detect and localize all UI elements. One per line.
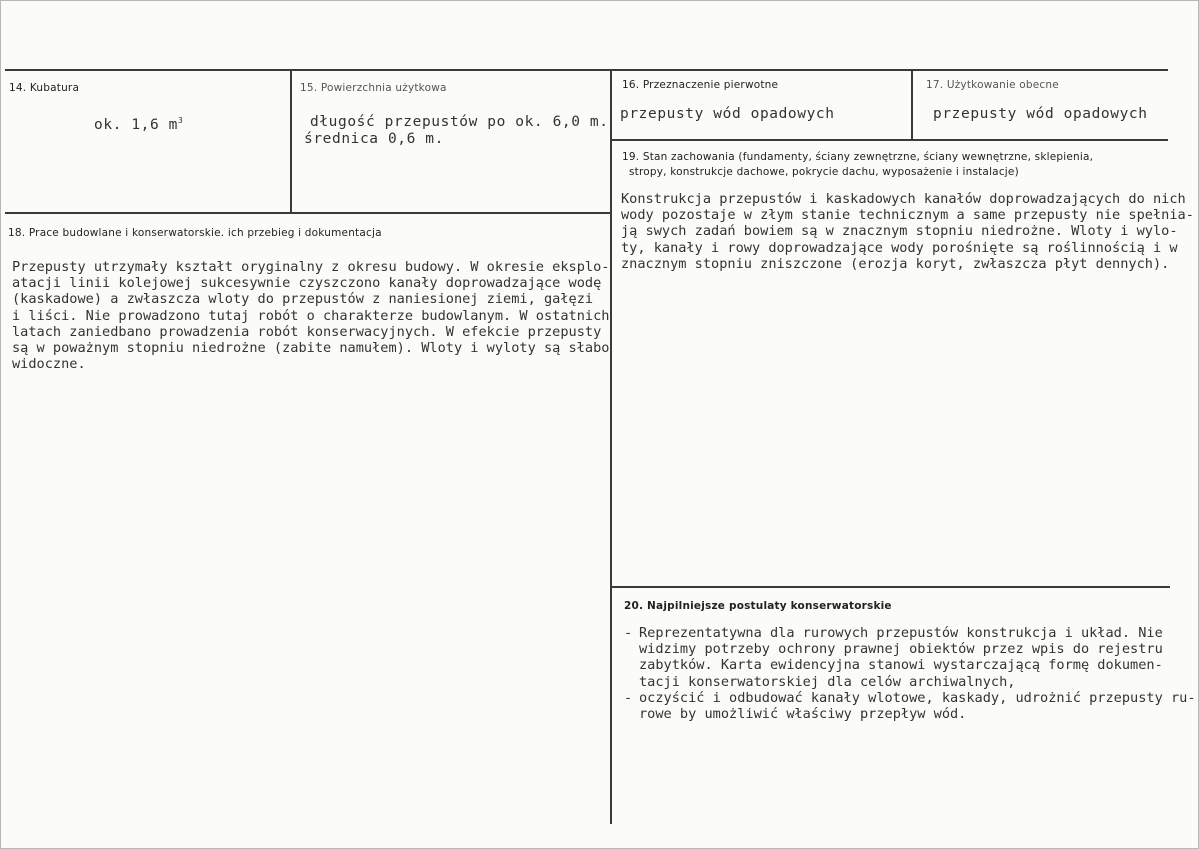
field-19-line: ją swych zadań bowiem są w znacznym stopniu niedrożne. Wloty i wylo- [621, 223, 1178, 240]
field-18-line: i liści. Nie prowadzono tutaj robót o charakterze budowlanym. W ostatnich [12, 307, 610, 324]
field-17-label: 17. Użytkowanie obecne [926, 79, 1059, 91]
field-19-line: znacznym stopniu zniszczone (erozja koryt, zwłaszcza płyt dennych). [621, 255, 1170, 272]
field-18-line: latach zaniedbano prowadzenia robót konserwacyjnych. W efekcie przepusty [12, 323, 602, 340]
field-15-line-1: długość przepustów po ok. 6,0 m. [310, 114, 609, 130]
field-19-label [622, 150, 1162, 180]
divider-16-17 [911, 69, 913, 141]
field-16-label: 16. Przeznaczenie pierwotne [622, 79, 779, 91]
field-19-label-line-2: stropy, konstrukcje dachowe, pokrycie dachu, wyposażenie i instalacje) [629, 166, 1019, 178]
field-14-value: ok. 1,6 $m^3$ [94, 116, 184, 133]
divider-left-right [610, 69, 612, 824]
field-19-line: ty, kanały i rowy doprowadzające wody porośnięte są roślinnością i w [621, 239, 1178, 256]
field-17-value: przepusty wód opadowych [933, 106, 1148, 122]
list-item-line: zabytków. Karta ewidencyjna stanowi wystarczającą formę dokumen- [639, 657, 1163, 674]
rule-under-16-17 [611, 139, 1168, 141]
list-item-line: widzimy potrzeby ochrony prawnej obiektów przez wpis do rejestru [639, 641, 1163, 658]
field-16-value: przepusty wód opadowych [620, 106, 835, 122]
field-19-line: Konstrukcja przepustów i kaskadowych kanałów doprowadzających do nich [621, 191, 1186, 207]
top-rule [5, 69, 1168, 71]
field-15-label: 15. Powierzchnia użytkowa [300, 82, 447, 94]
list-item [624, 690, 1196, 722]
field-15-line-2: średnica 0,6 m. [304, 131, 444, 147]
field-14-label: 14. Kubatura [9, 82, 80, 94]
list-item-line: tacji konserwatorskiej dla celów archiwalnych, [639, 673, 1016, 690]
list-item-line: Reprezentatywna dla rurowych przepustów konstrukcja i układ. Nie [639, 625, 1163, 641]
field-18-line: są w poważnym stopniu niedrożne (zabite namułem). Wloty i wyloty są słabo [12, 340, 610, 357]
field-18-label: 18. Prace budowlane i konserwatorskie. ich przebieg i dokumentacja [8, 227, 382, 239]
field-18-line: (kaskadowe) a zwłaszcza wloty do przepustów z naniesionej ziemi, gałęzi [12, 291, 594, 308]
list-item-line: rowe by umożliwić właściwy przepływ wód. [639, 706, 967, 723]
field-19-text [621, 191, 1194, 272]
list-item [624, 625, 1196, 690]
dash-bullet: - [624, 689, 633, 706]
divider-14-15 [290, 69, 292, 214]
dash-bullet: - [624, 625, 633, 641]
field-19-line: wody pozostaje w złym stanie technicznym a same przepusty nie spełnia- [621, 207, 1194, 224]
field-18-line: Przepusty utrzymały kształt oryginalny z okresu budowy. W okresie eksplo- [12, 259, 610, 275]
field-20-label: 20. Najpilniejsze postulaty konserwatorskie [624, 600, 892, 612]
unit-superscript: 3 [177, 116, 184, 126]
field-18-text [12, 259, 609, 372]
field-19-label-line-1: 19. Stan zachowania (fundamenty, ściany zewnętrzne, ściany wewnętrzne, sklepienia, [622, 151, 1094, 163]
field-18-line: atacji linii kolejowej sukcesywnie czyszczono kanały doprowadzające wodę [12, 275, 602, 292]
rule-under-14-15 [5, 212, 611, 214]
field-18-line: widoczne. [12, 356, 86, 373]
field-20-list [624, 625, 1196, 722]
rule-above-20 [611, 586, 1170, 588]
list-item-line: oczyścić i odbudować kanały wlotowe, kaskady, udrożnić przepusty ru- [639, 689, 1196, 706]
